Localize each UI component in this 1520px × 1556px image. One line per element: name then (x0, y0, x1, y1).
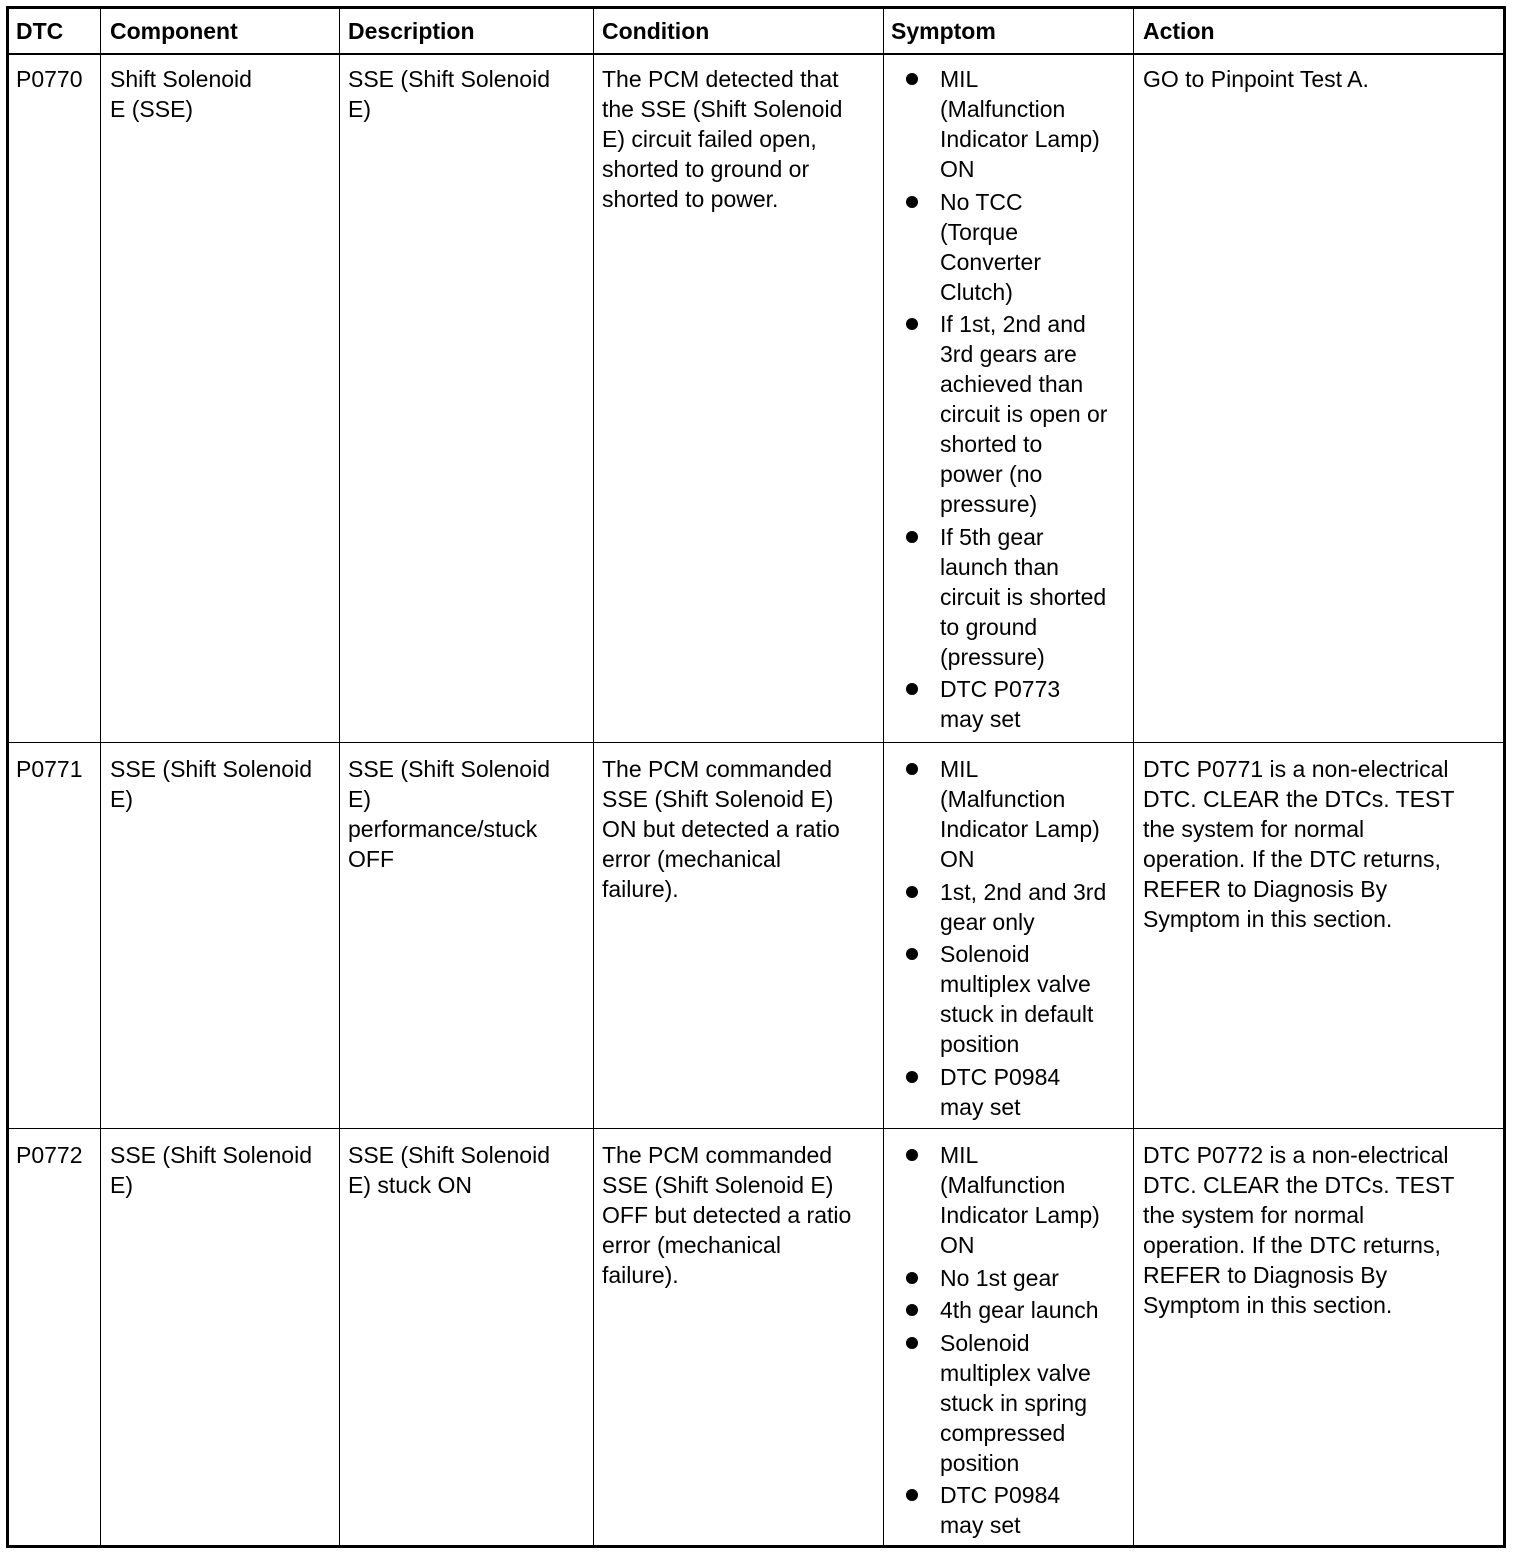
column-divider (339, 9, 340, 1545)
component-text: SSE (Shift Solenoid E) (110, 756, 313, 812)
column-header-component: Component (110, 18, 238, 44)
symptom-text: MIL (Malfunction Indicator Lamp) ON (940, 66, 1100, 182)
row-divider (9, 1128, 1503, 1129)
symptom-text: Solenoid multiplex valve stuck in spring compressed position (940, 1329, 1091, 1476)
bullet-icon (906, 1489, 918, 1501)
condition-text: The PCM detected that the SSE (Shift Solenoid E) circuit failed open, shorted to ground or shorted to power. (602, 66, 843, 212)
column-header-dtc: DTC (16, 18, 64, 44)
symptom-item (884, 877, 1106, 937)
bullet-icon (906, 531, 918, 543)
symptom-item (884, 1062, 1106, 1122)
header-divider (9, 53, 1503, 55)
component-text: Shift Solenoid E (SSE) (110, 66, 252, 122)
bullet-icon (906, 196, 918, 208)
symptom-text: 4th gear launch (940, 1297, 1099, 1323)
symptom-item (884, 1140, 1100, 1260)
symptom-item (884, 1295, 1100, 1325)
column-header-symptom: Symptom (891, 18, 996, 44)
symptom-item (884, 522, 1107, 672)
column-divider (1133, 9, 1134, 1545)
bullet-icon (906, 886, 918, 898)
symptom-item (884, 64, 1107, 184)
bullet-icon (906, 683, 918, 695)
bullet-icon (906, 1272, 918, 1284)
symptom-text: MIL (Malfunction Indicator Lamp) ON (940, 756, 1100, 872)
symptom-list (884, 64, 1107, 737)
bullet-icon (906, 948, 918, 960)
column-header-description: Description (348, 18, 475, 44)
symptom-item (884, 939, 1106, 1059)
column-divider (100, 9, 101, 1545)
symptom-text: If 5th gear launch than circuit is shorted to ground (pressure) (940, 523, 1107, 670)
bullet-icon (906, 1071, 918, 1083)
column-header-action: Action (1143, 18, 1215, 44)
bullet-icon (906, 763, 918, 775)
symptom-text: 1st, 2nd and 3rd gear only (940, 878, 1107, 935)
symptom-text: MIL (Malfunction Indicator Lamp) ON (940, 1142, 1100, 1258)
symptom-text: DTC P0984 may set (940, 1482, 1061, 1538)
description-text: SSE (Shift Solenoid E) stuck ON (348, 1142, 551, 1198)
action-text: DTC P0772 is a non-electrical DTC. CLEAR the DTCs. TEST the system for normal operation. If the DTC returns, REFER to Diagnosis By Symptom in this section. (1143, 1142, 1455, 1318)
component-text: SSE (Shift Solenoid E) (110, 1142, 313, 1198)
bullet-icon (906, 1304, 918, 1316)
symptom-item (884, 309, 1107, 519)
description-text: SSE (Shift Solenoid E) (348, 66, 551, 122)
bullet-icon (906, 1149, 918, 1161)
symptom-text: Solenoid multiplex valve stuck in default position (940, 941, 1094, 1057)
symptom-item (884, 754, 1106, 874)
bullet-icon (906, 73, 918, 85)
symptom-text: No 1st gear (940, 1264, 1059, 1291)
dtc-code: P0771 (16, 756, 83, 782)
symptom-text: DTC P0984 may set (940, 1063, 1061, 1120)
condition-text: The PCM commanded SSE (Shift Solenoid E) ON but detected a ratio error (mechanical failure). (602, 756, 840, 902)
symptom-list (884, 1140, 1100, 1543)
column-header-condition: Condition (602, 18, 710, 44)
bullet-icon (906, 1337, 918, 1349)
symptom-item (884, 1480, 1100, 1540)
condition-text: The PCM commanded SSE (Shift Solenoid E) OFF but detected a ratio error (mechanical failure). (602, 1142, 852, 1288)
dtc-table (6, 6, 1506, 1548)
dtc-code: P0770 (16, 66, 83, 92)
action-text: GO to Pinpoint Test A. (1143, 66, 1369, 92)
symptom-item (884, 187, 1107, 307)
row-divider (9, 742, 1503, 743)
symptom-text: DTC P0773 may set (940, 676, 1061, 732)
action-text: DTC P0771 is a non-electrical DTC. CLEAR the DTCs. TEST the system for normal operation. If the DTC returns, REFER to Diagnosis By Symptom in this section. (1143, 756, 1455, 932)
symptom-item (884, 1263, 1100, 1293)
bullet-icon (906, 318, 918, 330)
symptom-list (884, 754, 1106, 1124)
symptom-text: If 1st, 2nd and 3rd gears are achieved than circuit is open or shorted to power (no pressure) (940, 311, 1108, 517)
dtc-code: P0772 (16, 1142, 83, 1168)
symptom-item (884, 1328, 1100, 1478)
symptom-item (884, 674, 1107, 734)
column-divider (593, 9, 594, 1545)
description-text: SSE (Shift Solenoid E) performance/stuck OFF (348, 756, 551, 872)
symptom-text: No TCC (Torque Converter Clutch) (940, 188, 1041, 305)
